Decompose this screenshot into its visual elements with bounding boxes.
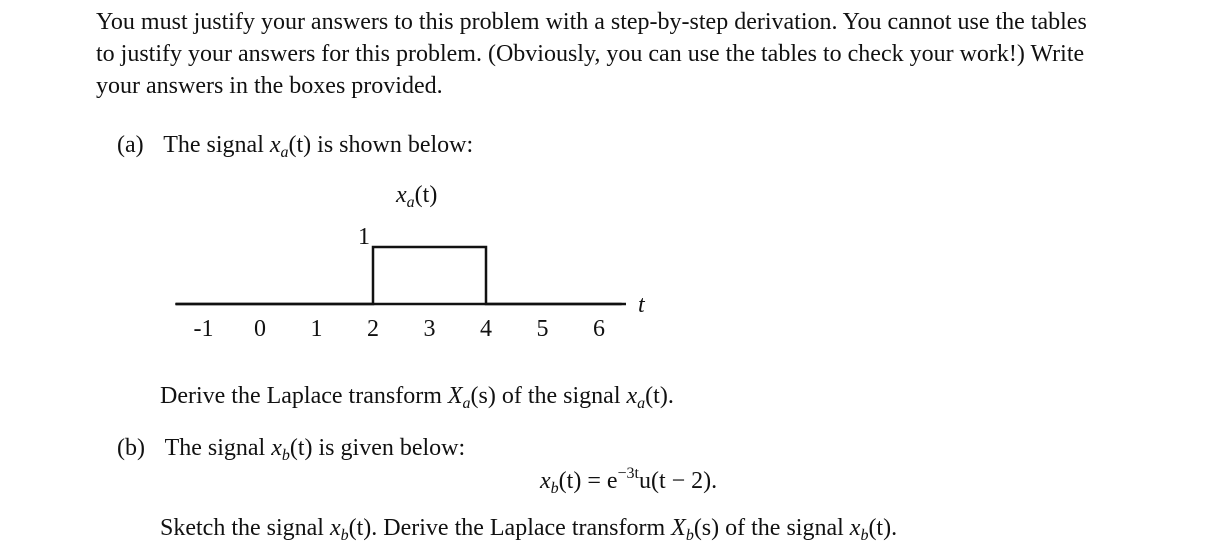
instructions-line-3: your answers in the boxes provided. [96, 73, 443, 99]
x-tick-label: 2 [367, 316, 379, 342]
plot-layer [175, 224, 646, 342]
x-tick-label: 0 [254, 316, 266, 342]
signal-xa-arg: (t) [288, 132, 312, 158]
instructions-paragraph [96, 6, 1166, 102]
signal-xb-arg: (t) [289, 435, 313, 461]
part-a-text-post: is shown below: [311, 132, 474, 158]
signal-xb-sub: b [281, 447, 290, 464]
part-a-label: (a) [117, 132, 144, 158]
plot-title-sub: a [406, 194, 415, 211]
signal-xb-var: x [271, 435, 282, 461]
part-b-label: (b) [117, 435, 145, 461]
plot-title-var: x [396, 182, 407, 208]
plot-title-arg: (t) [414, 182, 438, 208]
x-tick-label: 5 [536, 316, 549, 342]
transform-xb-arg: (s) [693, 515, 720, 541]
part-b-prompt [117, 433, 465, 463]
eq-xb-exponent: −3t [617, 465, 639, 482]
part-a-derive [160, 381, 674, 411]
transform-xa-var: X [447, 383, 463, 409]
eq-xb-arg: (t) [558, 468, 582, 494]
x-tick-label: -1 [193, 316, 214, 342]
signal-xb-var-3: x [849, 515, 861, 541]
signal-xb-sub-2: b [340, 527, 349, 544]
instructions-line-2: to justify your answers for this problem. (Obviously, you can use the tables to check your work!) Write [96, 41, 1085, 67]
part-b-sketch-mid: . Derive the Laplace transform [371, 515, 672, 541]
signal-pulse-line [175, 247, 621, 304]
signal-xb-var-2: x [329, 515, 341, 541]
signal-xa-arg-2: (t) [645, 383, 668, 409]
eq-xb-lhs: = e [581, 468, 618, 494]
x-tick-label: 1 [310, 316, 323, 342]
transform-xa-sub: a [462, 395, 471, 412]
eq-xb-var: x [540, 468, 551, 494]
time-axis-label: t [638, 292, 645, 318]
instructions-line-1: You must justify your answers to this problem with a step-by-step derivation. You cannot use the tables [96, 9, 1087, 35]
eq-xb-sub: b [550, 480, 559, 497]
signal-xb-sub-3: b [860, 527, 869, 544]
transform-xb-var: X [671, 515, 686, 541]
part-b-text-pre: The signal [164, 435, 272, 461]
x-tick-label: 3 [423, 316, 436, 342]
x-tick-label: 4 [480, 316, 492, 342]
signal-xa-var: x [269, 132, 281, 158]
part-b-sketch-end: . [891, 515, 898, 541]
part-b-sketch-mid2: of the signal [719, 515, 850, 541]
transform-xb-sub: b [685, 527, 694, 544]
signal-plot [160, 170, 680, 355]
part-b-sketch [160, 513, 897, 543]
part-b-sketch-pre: Sketch the signal [160, 515, 330, 541]
part-b-text-post: is given below: [312, 435, 466, 461]
eq-xb-rhs: u(t − 2). [638, 468, 718, 494]
part-a-prompt [117, 130, 473, 160]
x-tick-label: 6 [593, 316, 605, 342]
signal-xa-sub-2: a [637, 395, 646, 412]
y-value-label: 1 [358, 224, 370, 250]
signal-xb-equation [540, 466, 717, 496]
signal-xa-var-2: x [626, 383, 638, 409]
signal-xb-arg-2: (t) [348, 515, 372, 541]
part-a-derive-end: . [667, 383, 674, 409]
signal-xa-sub: a [280, 144, 289, 161]
part-a-text-pre: The signal [163, 132, 270, 158]
transform-xa-arg: (s) [470, 383, 496, 409]
signal-xb-arg-3: (t) [868, 515, 892, 541]
part-a-derive-pre: Derive the Laplace transform [160, 383, 448, 409]
part-a-derive-mid: of the signal [495, 383, 627, 409]
